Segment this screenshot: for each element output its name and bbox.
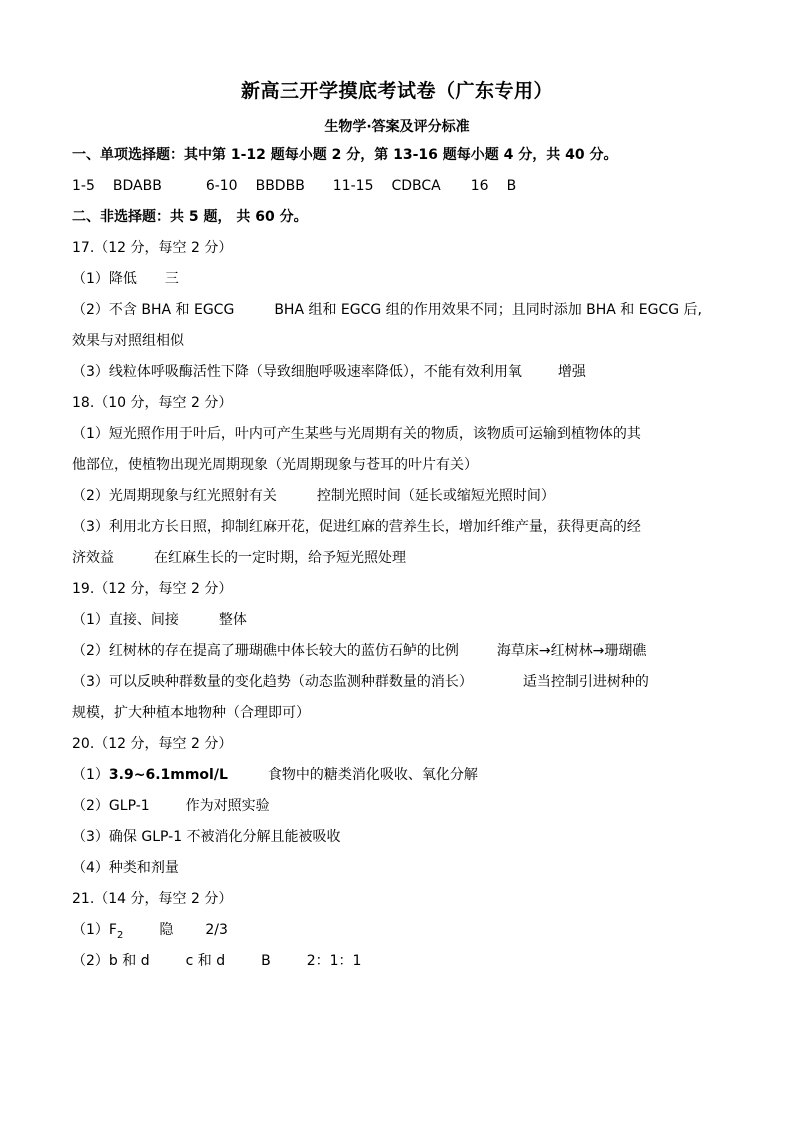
q18-header: 18.（10 分，每空 2 分） [72, 395, 233, 411]
q21-answer-2 [72, 951, 361, 971]
answer-text: 光周期现象与红光照射有关 [108, 488, 277, 504]
answer-text: GLP-1 [108, 798, 150, 814]
answer-text: 红树林的存在提高了珊瑚礁中体长较大的蓝仿石鲈的比例 [108, 643, 459, 659]
answer-text: 整体 [218, 612, 247, 628]
answer-range: 1-5 [72, 178, 95, 194]
answer-letters: CDBCA [391, 178, 441, 194]
answer-letters: BDABB [112, 178, 162, 194]
answer-range: 16 [470, 178, 489, 194]
q18-answer-3-cont [72, 548, 406, 568]
q20-header: 20.（12 分，每空 2 分） [72, 736, 233, 752]
q21-answer-1 [72, 920, 228, 946]
q19-answer-3 [72, 672, 649, 692]
q17-header: 17.（12 分，每空 2 分） [72, 240, 233, 256]
page-title: 新高三开学摸底考试卷（广东专用） [240, 80, 553, 102]
q20-answer-4: （4）种类和剂量 [72, 860, 179, 876]
section1-answers [72, 176, 516, 196]
q19-header: 19.（12 分，每空 2 分） [72, 581, 233, 597]
section1-heading: 一、单项选择题：其中第 1-12 题每小题 2 分，第 13-16 题每小题 4 分，共 40 分。 [72, 147, 618, 163]
answer-range: 11-15 [332, 178, 374, 194]
q18-answer-1: （1）短光照作用于叶后，叶内可产生某些与光周期有关的物质，该物质可运输到植物体的其 [72, 426, 641, 442]
answer-text: BHA 组和 EGCG 组的作用效果不同；且同时添加 BHA 和 EGCG 后, [274, 302, 702, 318]
item-number: （3） [72, 364, 109, 380]
answer-letters: B [506, 178, 517, 194]
item-number: （3） [72, 674, 109, 690]
answer-text: 作为对照实验 [185, 798, 270, 814]
q18-answer-1-cont: 他部位，使植物出现光周期现象（光周期现象与苍耳的叶片有关） [72, 457, 478, 473]
item-number: （2） [72, 643, 109, 659]
q17-answer-2 [72, 300, 702, 320]
answer-text: 3.9~6.1mmol/L [108, 767, 228, 783]
item-number: （1） [72, 922, 109, 938]
q17-answer-2-cont: 效果与对照组相似 [72, 333, 184, 349]
answer-text: 隐 [159, 922, 174, 938]
item-number: （2） [72, 488, 109, 504]
answer-text: 直接、间接 [108, 612, 179, 628]
answer-text: 降低 [108, 271, 137, 287]
q21-header: 21.（14 分，每空 2 分） [72, 891, 233, 907]
answer-text: 适当控制引进树种的 [522, 674, 649, 690]
answer-text: b 和 d [108, 953, 150, 969]
q19-answer-2 [72, 641, 646, 661]
answer-text: c 和 d [185, 953, 226, 969]
answer-text: 控制光照时间（延长或缩短光照时间） [316, 488, 555, 504]
item-number: （1） [72, 271, 109, 287]
answer-text: B [261, 953, 271, 969]
q19-answer-3-cont: 规模，扩大种植本地物种（合理即可） [72, 705, 310, 721]
answer-text: F [108, 922, 117, 938]
section2-heading: 二、非选择题：共 5 题， 共 60 分。 [72, 209, 308, 225]
page-subtitle: 生物学·答案及评分标准 [324, 119, 470, 135]
answer-text: 在红麻生长的一定时期，给予短光照处理 [154, 550, 406, 566]
answer-text: 海草床→红树林→珊瑚礁 [496, 643, 647, 659]
q17-answer-3 [72, 362, 586, 382]
item-number: （2） [72, 302, 109, 318]
q20-answer-1 [72, 765, 478, 785]
answer-text: 不含 BHA 和 EGCG [108, 302, 235, 318]
q20-answer-2 [72, 796, 270, 816]
q17-answer-1 [72, 269, 179, 289]
answer-text: 济效益 [72, 550, 114, 566]
answer-text: 2/3 [205, 922, 228, 938]
answer-text: 可以反映种群数量的变化趋势（动态监测种群数量的消长） [108, 674, 473, 690]
answer-text: 食物中的糖类消化吸收、氧化分解 [267, 767, 478, 783]
q18-answer-3: （3）利用北方长日照，抑制红麻开花，促进红麻的营养生长，增加纤维产量，获得更高的经 [72, 519, 641, 535]
answer-text: 三 [164, 271, 179, 287]
subscript: 2 [116, 929, 124, 941]
item-number: （1） [72, 767, 109, 783]
q19-answer-1 [72, 610, 247, 630]
q20-answer-3: （3）确保 GLP-1 不被消化分解且能被吸收 [72, 829, 341, 845]
item-number: （2） [72, 953, 109, 969]
q18-answer-2 [72, 486, 555, 506]
answer-range: 6-10 [205, 178, 238, 194]
answer-text: 增强 [557, 364, 586, 380]
item-number: （1） [72, 612, 109, 628]
item-number: （2） [72, 798, 109, 814]
answer-text: 线粒体呼吸酶活性下降（导致细胞呼吸速率降低），不能有效利用氧 [108, 364, 522, 380]
answer-text: 2：1：1 [306, 953, 362, 969]
answer-letters: BBDBB [255, 178, 305, 194]
